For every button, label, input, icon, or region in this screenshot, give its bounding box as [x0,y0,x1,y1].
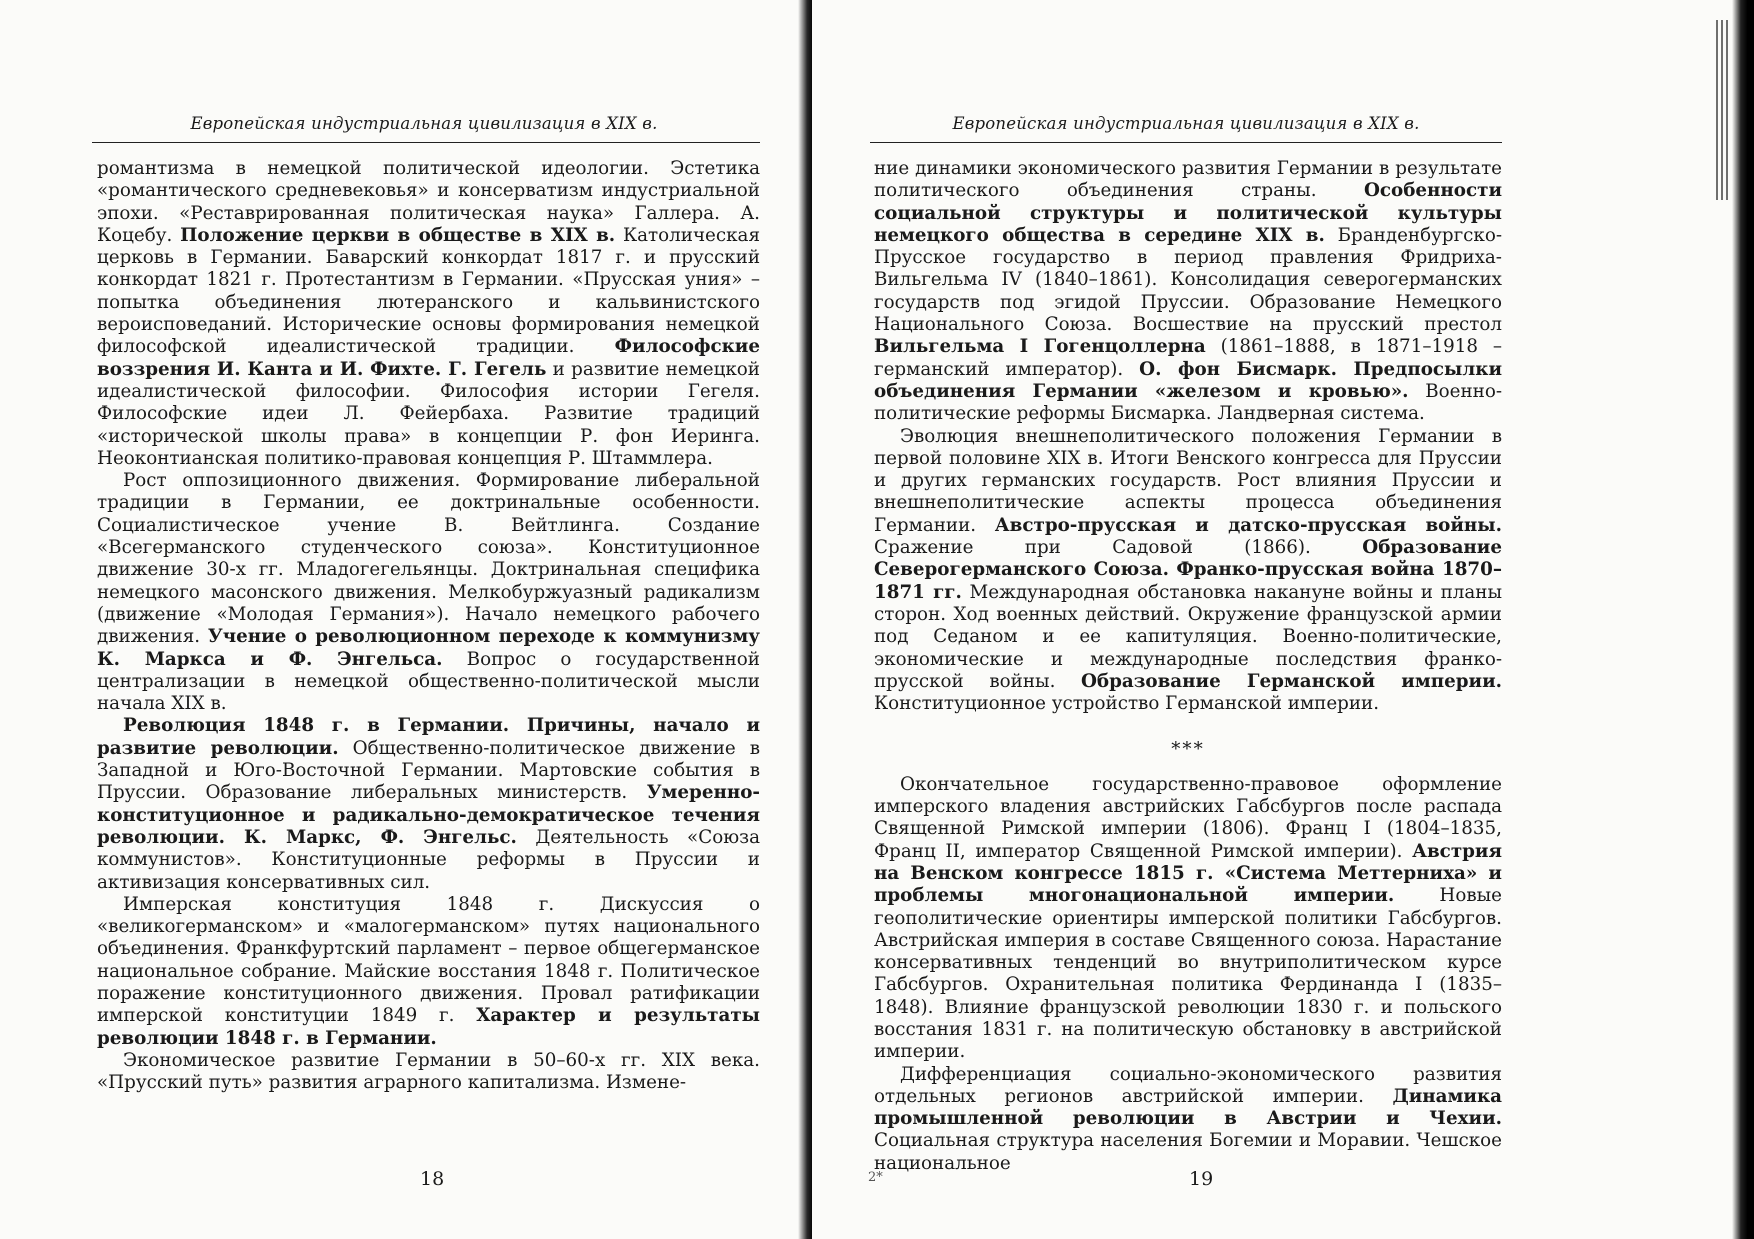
scan-edge-right [1732,0,1754,1239]
text-run: Католическая церковь в Германии. Баварский конкордат 1817 г. и прусский конкордат 1821 г. Протестантизм в Германии. «Прусская уния» – попытка объединения лютеранского и кальвинистского вероисповеданий. Исторические основы формирования немецкой философской идеалистической традиции. [97,224,760,358]
text-run: ние динамики экономического развития Германии в результате политического объединения страны. [874,158,1502,202]
text-run: Эволюция внешнеполитического положения Германии в первой половине XIX в. Итоги Венского конгресса для Пруссии и других германских государств. Рост влияния Пруссии и внешнеполитические аспекты процесса объединения Германии. [874,425,1502,536]
right-page [812,0,1754,1239]
text-run: Международная обстановка накануне войны и планы сторон. Ход военных действий. Окружение французской армии под Седаном и ее капитуляция. Военно-политические, экономические и международные последствия франко-прусской войны. [874,581,1502,692]
signature-mark: 2* [868,1170,883,1185]
paragraph [874,426,1502,716]
text-run: Деятельность «Союза коммунистов». Конституционные реформы в Пруссии и активизация консервативных сил. [97,826,760,893]
section-separator: *** [1171,739,1205,761]
running-head-left: Европейская индустриальная цивилизация в XIX в. [190,114,658,133]
running-head-right: Европейская индустриальная цивилизация в XIX в. [952,114,1420,133]
bold-run: Австро-прусская и датско-прусская войны. [994,514,1502,536]
text-run: Общественно-политическое движение в Западной и Юго-Восточной Германии. Мартовские события в Пруссии. Образование либеральных министерств. [97,737,761,804]
text-run: романтизма в немецкой политической идеологии. Эстетика «романтического средневековья» и консерватизм индустриальной эпохи. «Реставрированная политическая наука» Галлера. А. Коцебу. [97,158,760,246]
page-edge-lines [1716,20,1730,200]
text-run: и развитие немецкой идеалистической философии. Философия истории Гегеля. Философские идеи Л. Фейербаха. Развитие традиций «исторической школы права» в концепции Р. фон Иеринга. Неоконтианская политико-правовая концепция Р. Штаммлера. [97,358,760,469]
bold-run: Образование Германской империи. [1081,670,1502,692]
text-run: Дифференциация социально-экономического развития отдельных регионов австрийской империи. [874,1063,1502,1107]
paragraph [97,470,760,715]
paragraph [97,894,760,1050]
text-run: Социальная структура населения Богемии и Моравии. Чешское национальное [874,1130,1502,1174]
bold-run: Революция 1848 г. в Германии. Причины, начало и развитие революции. [97,715,760,759]
page-number-left: 18 [420,1168,445,1190]
paragraph [97,158,760,470]
bold-run: Характер и результаты революции 1848 г. в Германии. [97,1005,761,1049]
text-run: Бранденбургско-Прусское государство в период правления Фридриха-Вильгельма IV (1840–1861). Консолидация северогерманских государств под эгидой Пруссии. Образование Немецкого Национального Союза. Восшествие на прусский престол [874,224,1502,336]
bold-run: Вильгельма I Гогенцоллерна [874,336,1206,358]
paragraph [874,774,1502,1064]
text-run: (1861–1888, в 1871–1918 – германский император). [874,336,1503,380]
left-page-body [97,158,760,1094]
bold-run: Особенности социальной структуры и политической культуры немецкого общества в середине XIX в. [874,180,1502,246]
paragraph [874,158,1502,426]
text-run: Вопрос о государственной централизации в немецкой общественно-политической мысли начала XIX в. [97,648,760,715]
bold-run: Учение о революционном переходе к коммунизму К. Маркса и Ф. Энгельса. [97,626,760,670]
page-number-right: 19 [1189,1168,1214,1190]
left-page [0,0,808,1239]
right-page-body [874,158,1502,1175]
text-run: Экономическое развитие Германии в 50–60-х гг. XIX века. «Прусский путь» развития аграрного капитализма. Измене- [97,1049,760,1094]
bold-run: Умеренно-конституционное и радикально-демократическое течения революции. К. Маркс, Ф. Энгельс. [97,782,760,848]
header-rule-right [870,142,1502,143]
bold-run: Австрия на Венском конгрессе 1815 г. «Система Меттерниха» и проблемы многонациональной империи. [874,840,1502,907]
text-run: Окончательное государственно-правовое оформление имперского владения австрийских Габсбургов после распада Священной Римской империи (1806). Франц I (1804–1835, Франц II, император Священной Римской империи). [874,773,1502,862]
header-rule-left [92,142,760,143]
text-run: Военно-политические реформы Бисмарка. Ландверная система. [874,380,1503,425]
text-run: Конституционное устройство Германской империи. [874,693,1380,715]
bold-run: Положение церкви в обществе в XIX в. [180,224,616,246]
paragraph [874,1064,1502,1175]
text-run: Рост оппозиционного движения. Формирование либеральной традиции в Германии, ее доктринальные особенности. Социалистическое учение В. Вейтлинга. Создание «Всегерманского студенческого союза». Конституционное движение 30-х гг. Младогегельянцы. Доктринальная специфика немецкого масонского движения. Мелкобуржуазный радикализм (движение «Молодая Германия»). Начало немецкого рабочего движения. [97,470,760,648]
bold-run: О. фон Бисмарк. Предпосылки объединения Германии «железом и кровью». [874,358,1502,402]
text-run: Новые геополитические ориентиры имперской политики Габсбургов. Австрийская империя в составе Священного союза. Нарастание консервативных тенденций во внутриполитическом курсе Габсбургов. Охранительная политика Фердинанда I (1835–1848). Влияние французской революции 1830 г. и польского восстания 1831 г. на политическую обстановку в австрийской империи. [874,885,1503,1063]
bold-run: Философские воззрения И. Канта и И. Фихте. Г. Гегель [97,336,760,380]
paragraph [97,715,760,893]
bold-run: Образование Северогерманского Союза. Франко-прусская война 1870–1871 гг. [874,537,1502,603]
paragraph [97,1050,760,1095]
text-run: Сражение при Садовой (1866). [874,537,1363,559]
text-run: Имперская конституция 1848 г. Дискуссия о «великогерманском» и «малогерманском» путях национального объединения. Франкфуртский парламент – первое общегерманское национальное собрание. Майские восстания 1848 г. Политическое поражение конституционного движения. Провал ратификации имперской конституции 1849 г. [97,893,760,1027]
bold-run: Динамика промышленной революции в Австрии и Чехии. [874,1085,1502,1130]
